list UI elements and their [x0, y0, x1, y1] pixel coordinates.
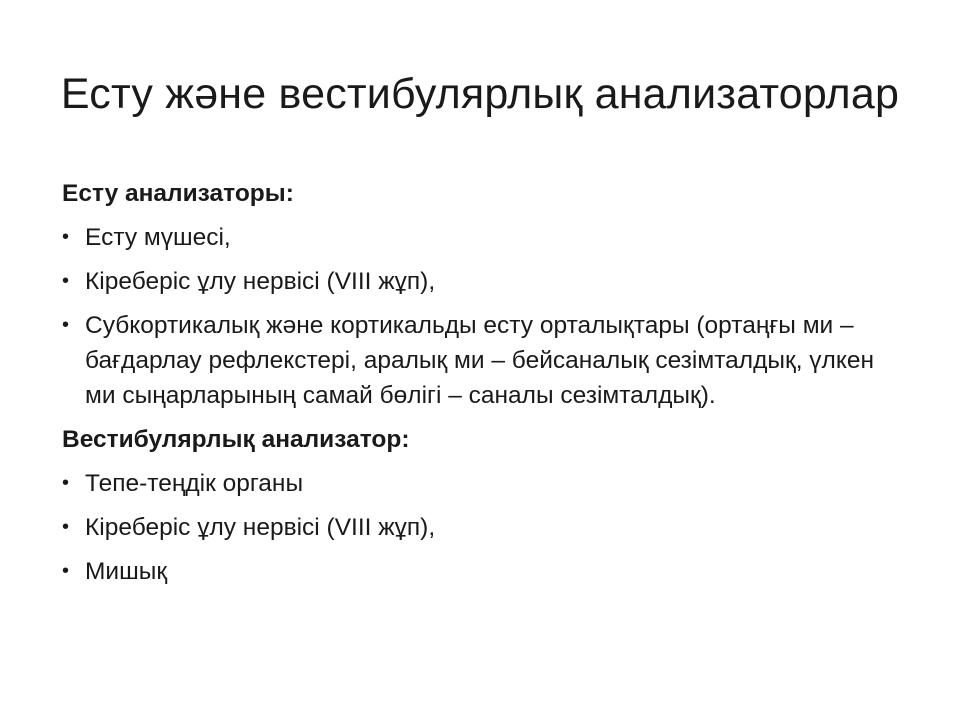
bullet-icon: •: [62, 270, 70, 292]
list-item: [62, 308, 892, 413]
section-heading-vestibular: Вестибулярлық анализатор:: [62, 426, 410, 453]
list-item: [62, 264, 892, 299]
list-item-text: Тепе-теңдік органы: [85, 470, 304, 497]
bullet-icon: •: [62, 226, 70, 248]
bullet-icon: •: [62, 516, 70, 538]
bullet-icon: •: [62, 472, 70, 494]
list-item: [62, 510, 892, 545]
list-item-text: Кіреберіс ұлу нервісі (VIII жұп),: [85, 514, 436, 541]
list-item-text: Мишық: [85, 558, 168, 585]
list-item-text: Кіреберіс ұлу нервісі (VIII жұп),: [85, 268, 436, 295]
hearing-bullet-list: [62, 220, 892, 413]
slide-title: Есту және вестибулярлық анализаторлар: [60, 70, 900, 118]
list-item: [62, 466, 892, 501]
bullet-icon: •: [62, 560, 70, 582]
list-item-text: Есту мүшесі,: [85, 224, 231, 251]
section-heading-hearing: Есту анализаторы:: [62, 180, 294, 207]
list-item: [62, 554, 892, 589]
slide-content: [62, 176, 892, 598]
vestibular-bullet-list: [62, 466, 892, 589]
list-item-text: Субкортикалық және кортикальды есту орталықтары (ортаңғы ми – бағдарлау рефлекстері, аралық ми – бейсаналық сезімталдық, үлкен ми сыңарларының самай бөлігі – саналы сезімталдық).: [85, 312, 875, 409]
bullet-icon: •: [62, 314, 70, 336]
list-item: [62, 220, 892, 255]
